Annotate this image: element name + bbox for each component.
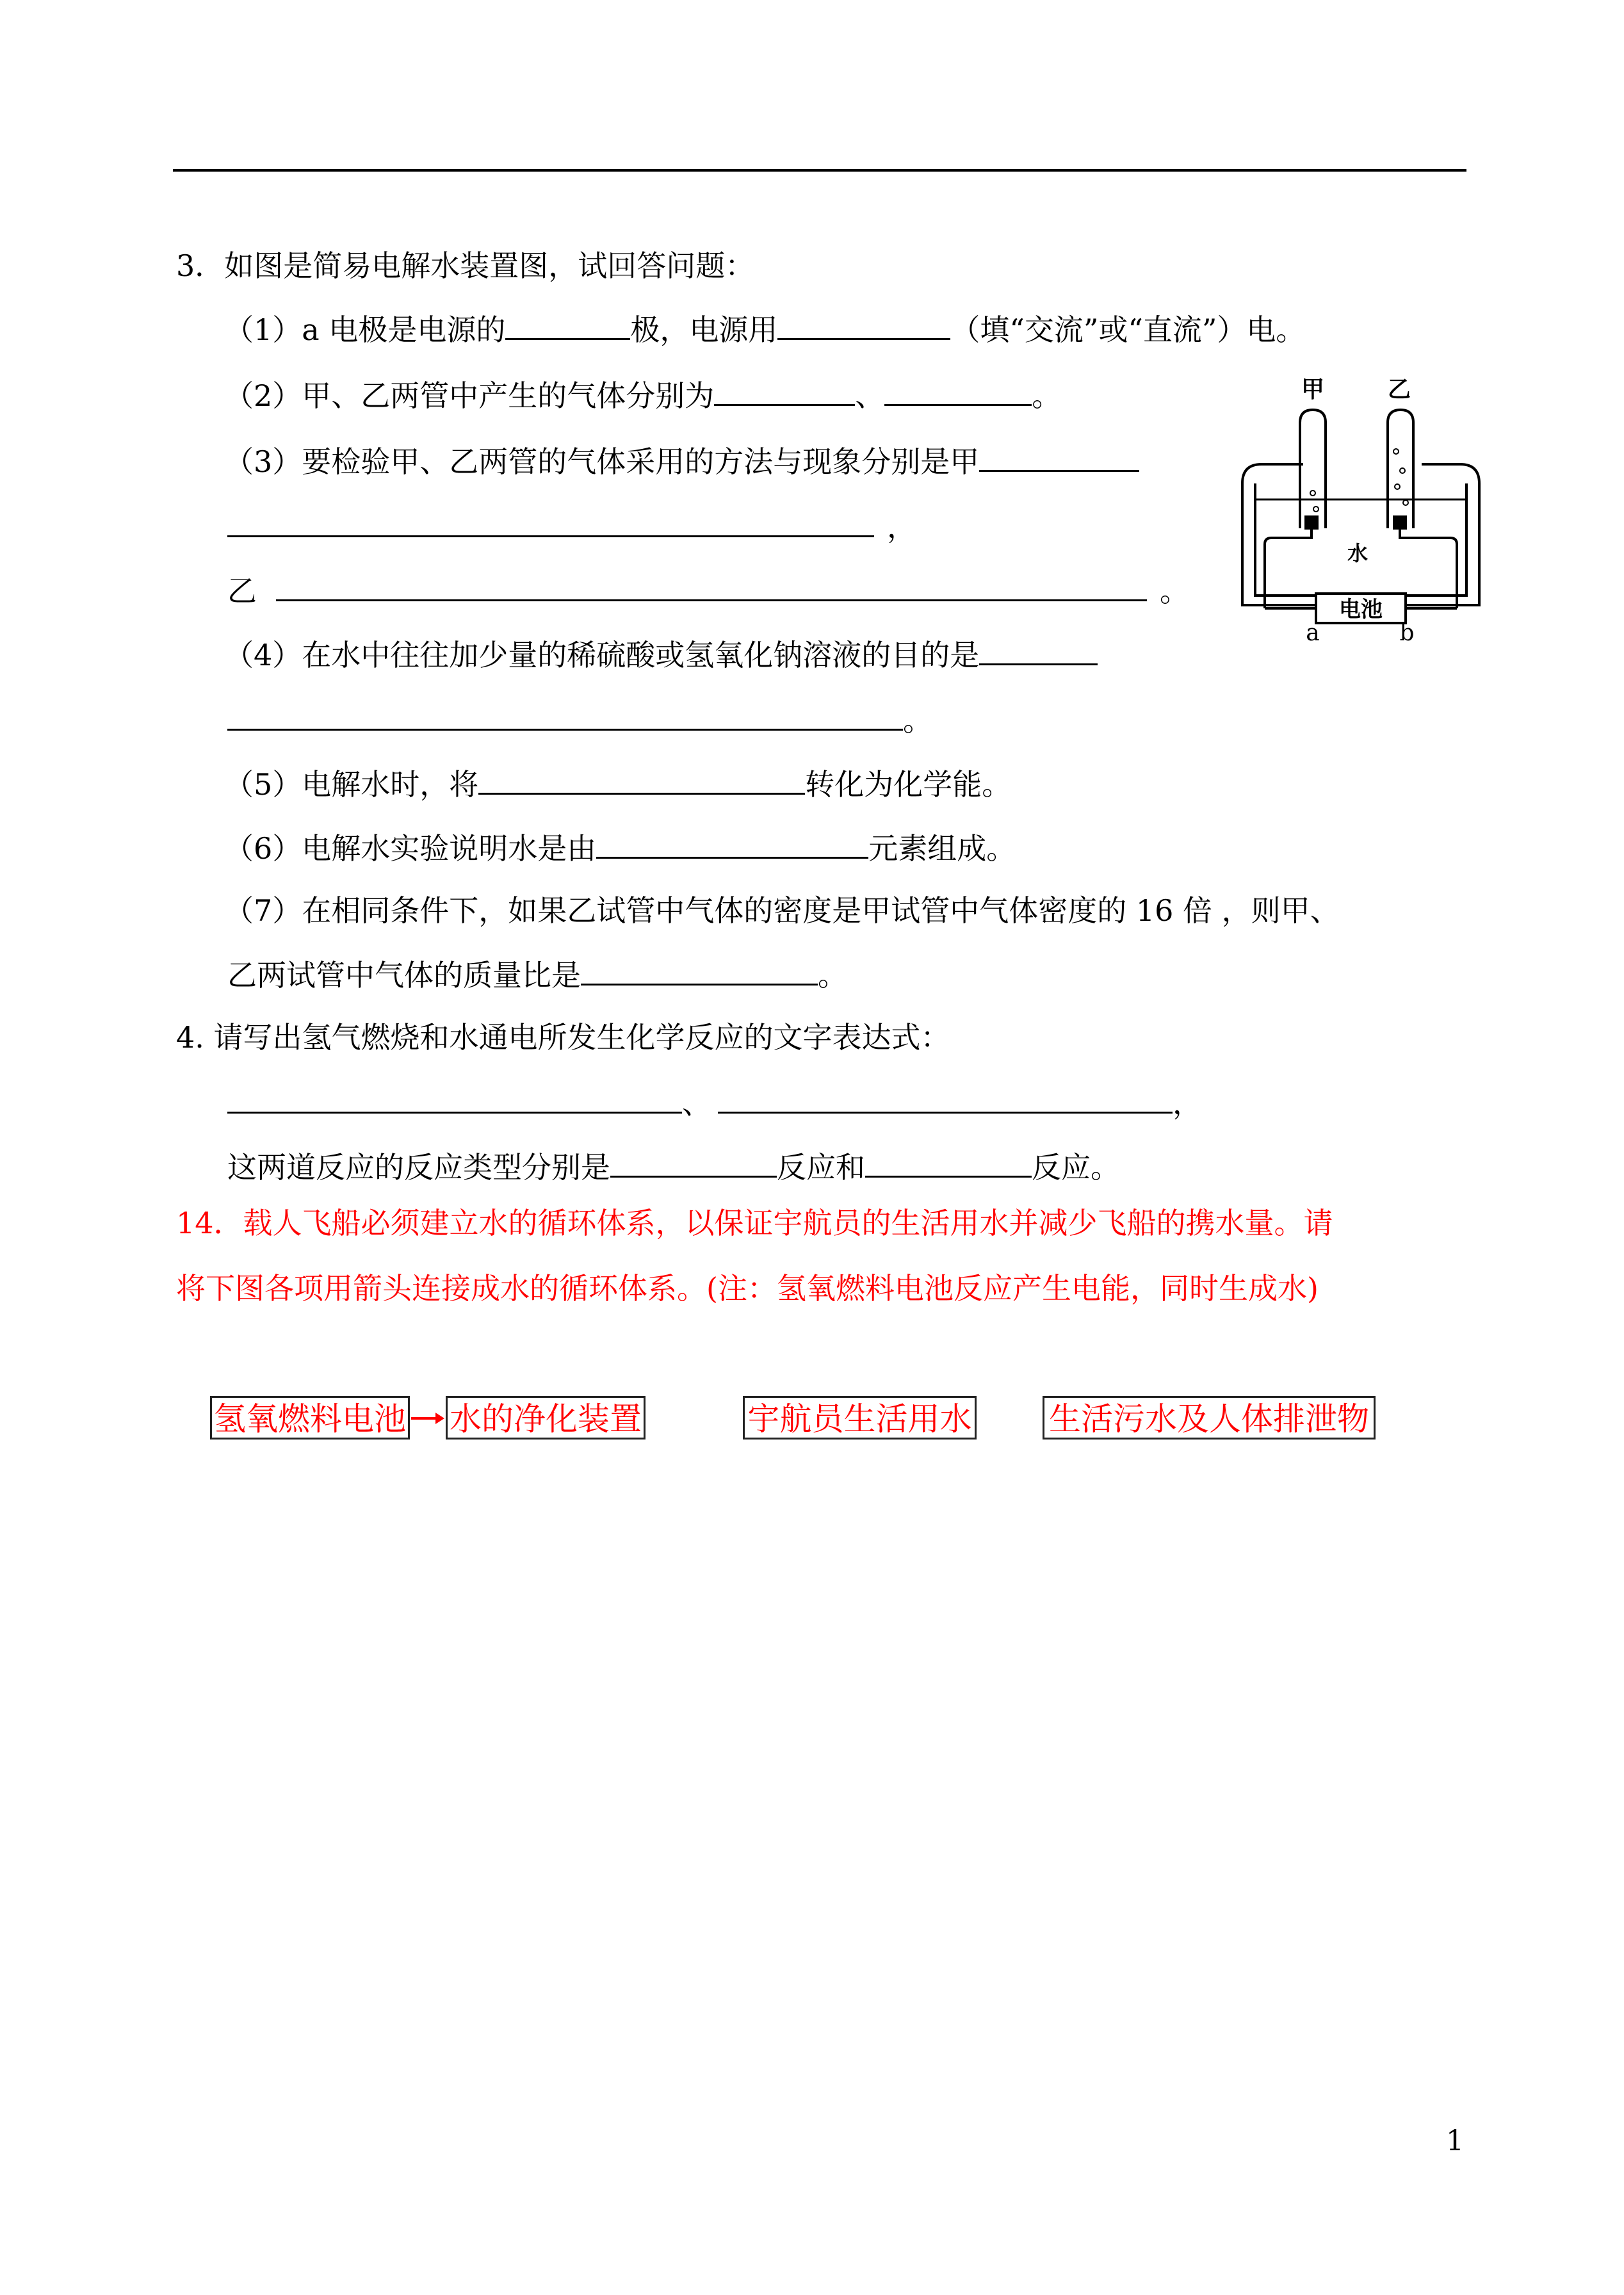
answer-blank[interactable] [478,763,805,795]
answer-blank[interactable] [884,375,1032,406]
cycle-box-astronaut-water[interactable]: 宇航员生活用水 [743,1396,977,1439]
q3-part4-line2: 。 [227,699,932,740]
q3-part7-line2: 乙两试管中气体的质量比是 。 [227,954,847,994]
answer-blank[interactable] [865,1146,1032,1178]
answer-blank[interactable] [227,699,903,731]
q3-part3: （3）要检验甲、乙两管的气体采用的方法与现象分别是甲 [224,441,1139,481]
q3-part7: （7）在相同条件下，如果乙试管中气体的密度是甲试管中气体密度的 16 倍 ，则甲、 [224,893,1340,928]
answer-blank[interactable] [610,1146,777,1178]
q3-stem: 3．如图是简易电解水装置图，试回答问题： [176,248,755,283]
label-battery: 电池 [1339,597,1383,622]
answer-blank[interactable] [777,309,950,340]
answer-blank[interactable] [718,1082,1173,1114]
page-number: 1 [1446,2125,1464,2157]
answer-blank[interactable] [979,441,1139,472]
q3-part4: （4）在水中往往加少量的稀硫酸或氢氧化钠溶液的目的是 [224,634,1098,674]
cycle-box-wastewater[interactable]: 生活污水及人体排泄物 [1043,1396,1376,1439]
q3-part3-line3: 乙 。 [227,570,1189,610]
electrolysis-diagram [1233,375,1489,644]
q14-line2: 将下图各项用箭头连接成水的循环体系。(注：氢氧燃料电池反应产生电能，同时生成水) [176,1271,1319,1306]
label-water: 水 [1347,541,1368,565]
label-yi: 乙 [1387,377,1411,403]
label-a: a [1306,620,1320,644]
answer-blank[interactable] [581,954,818,985]
answer-blank[interactable] [596,827,868,859]
q3-part1: （1）a 电极是电源的 极，电源用 （填“交流”或“直流”）电。 [224,309,1305,349]
q4-stem: 4. 请写出氢气燃烧和水通电所发生化学反应的文字表达式： [176,1020,950,1055]
arrow-icon [410,1409,446,1428]
answer-blank[interactable] [505,309,630,340]
q4-answer-line: 、 ， [227,1082,1202,1123]
answer-blank[interactable] [227,1082,682,1114]
q3-part2: （2）甲、乙两管中产生的气体分别为 、 。 [224,375,1061,415]
electrolysis-apparatus-figure [1233,375,1489,651]
answer-blank[interactable] [714,375,855,406]
answer-blank[interactable] [979,634,1098,665]
label-jia: 甲 [1301,377,1325,403]
answer-blank[interactable] [227,506,874,537]
q14-line1: 14．载人飞船必须建立水的循环体系，以保证宇航员的生活用水并减少飞船的携水量。请 [176,1206,1333,1240]
q3-part6: （6）电解水实验说明水是由 元素组成。 [224,827,1016,868]
q3-part3-line2: ， [227,506,916,546]
cycle-box-fuel-cell[interactable]: 氢氧燃料电池 [210,1396,410,1439]
cycle-box-purifier[interactable]: 水的净化装置 [446,1396,646,1439]
q4-reaction-types: 这两道反应的反应类型分别是 反应和 反应。 [227,1146,1120,1187]
q3-part5: （5）电解水时，将 转化为化学能。 [224,763,1011,804]
header-rule [173,169,1466,172]
label-b: b [1399,620,1415,644]
answer-blank[interactable] [276,570,1147,601]
